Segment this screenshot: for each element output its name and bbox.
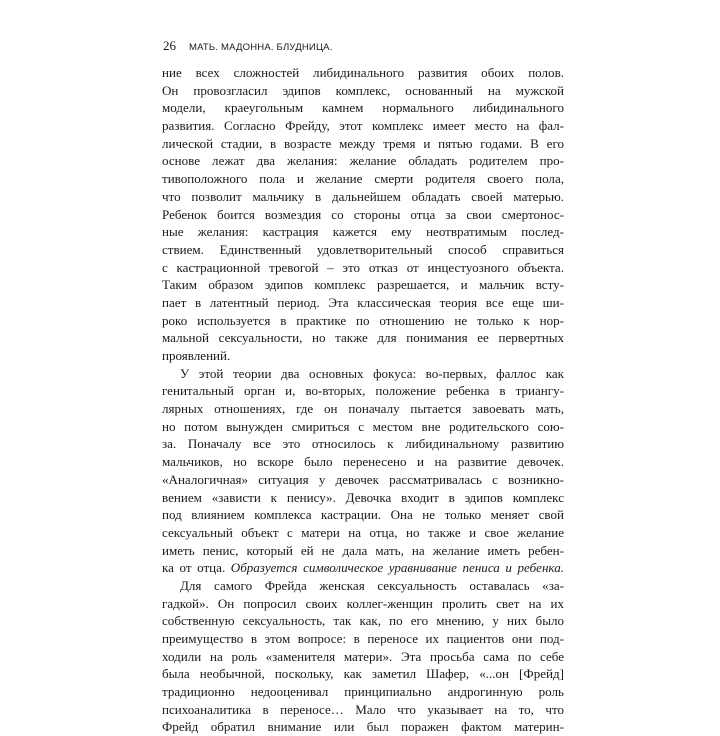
- text-line: [162, 612, 564, 630]
- text-line-content: иметь пенис, который ей не дала мать, на желание иметь ребен-: [162, 542, 564, 558]
- text-line-content: ные желания: кастрация кажется ему неотвратимым послед-: [162, 224, 564, 240]
- text-line: [162, 170, 564, 188]
- text-line-content: собственную сексуальность, так как, по его мнению, у них было: [162, 613, 564, 629]
- text-line-content: Ребенок боится возмездия со стороны отца за свои смертонос-: [162, 206, 564, 222]
- text-line: [162, 135, 564, 153]
- text-line-content: гадкой». Он попросил своих коллег-женщин пролить свет на их: [162, 595, 564, 611]
- text-line: [162, 188, 564, 206]
- text-line-content: генитальный орган и, во-вторых, положение ребенка в триангу-: [162, 383, 564, 399]
- text-line-content: роко используется в практике по отношению не только к нор-: [162, 312, 564, 328]
- text-line: [162, 453, 564, 471]
- text-line: [162, 347, 564, 365]
- text-line-content: Таким образом эдипов комплекс разрешается, и мальчик всту-: [162, 277, 564, 293]
- body-text: [162, 64, 564, 736]
- text-line-content: с кастрационной тревогой – это отказ от инцестуозного объекта.: [162, 259, 564, 275]
- text-line-content: пает в латентный период. Эта классическая теория все еще ши-: [162, 294, 564, 310]
- text-line: [162, 64, 564, 82]
- text-line: [162, 701, 564, 719]
- text-line: [162, 206, 564, 224]
- text-line-content: модели, краеугольным камнем нормального либидинального: [162, 100, 564, 116]
- text-line: [162, 329, 564, 347]
- text-line-content: Он провозгласил эдипов комплекс, основанный на мужской: [162, 82, 564, 98]
- text-line-content: психоаналитика в переносе… Мало что указывает на то, что: [162, 701, 564, 717]
- text-line: [162, 117, 564, 135]
- text-line-content: Фрейд обратил внимание или был поражен фактом материн-: [162, 719, 564, 735]
- text-line: [162, 82, 564, 100]
- text-line: [162, 524, 564, 542]
- text-line: [162, 506, 564, 524]
- text-line-content: мальчиков, но вскоре было перенесено и на развитие девочек.: [162, 454, 564, 470]
- text-line-content: что позволит мальчику в дальнейшем обладать своей матерью.: [162, 188, 564, 204]
- text-line: [162, 595, 564, 613]
- text-line: [162, 294, 564, 312]
- text-line: [162, 683, 564, 701]
- text-line: [162, 276, 564, 294]
- text-line-content: но потом вынужден смириться с местом вне родительского сою-: [162, 418, 564, 434]
- text-line-content: сексуальный объект с матери на отца, но также и свое желание: [162, 524, 564, 540]
- text-line: [162, 435, 564, 453]
- text-line-content: была необычной, поскольку, как заметил Шафер, «...он [Фрейд]: [162, 666, 564, 682]
- text-line: [162, 382, 564, 400]
- text-line: [162, 489, 564, 507]
- text-line: [162, 400, 564, 418]
- text-line-content: традиционно недооценивал принципиально андрогинную роль: [162, 684, 564, 700]
- text-line: [162, 542, 564, 560]
- text-line-content: Для самого Фрейда женская сексуальность оставалась «за-: [180, 577, 564, 593]
- text-line-content: вением «зависти к пенису». Девочка входит в эдипов комплекс: [162, 489, 564, 505]
- book-page: [162, 38, 564, 736]
- page-number: 26: [163, 38, 176, 53]
- text-line: [162, 665, 564, 683]
- text-line: [162, 365, 564, 383]
- text-line-content: ние всех сложностей либидинального развития обоих полов.: [162, 65, 564, 80]
- text-line-content: развития. Согласно Фрейду, этот комплекс имеет место на фал-: [162, 118, 564, 134]
- text-line: [162, 559, 564, 577]
- text-line-content: под влиянием комплекса кастрации. Она не только меняет свой: [162, 507, 564, 523]
- text-line: [162, 241, 564, 259]
- text-line-content: проявлений.: [162, 348, 231, 363]
- running-header: [162, 38, 564, 60]
- text-line: [162, 718, 564, 736]
- italic-emphasis: Образуется символическое уравнивание пениса и ребенка.: [230, 560, 564, 576]
- text-line-content: основе лежат два желания: желание обладать родителем про-: [162, 153, 564, 169]
- text-line-content: «Аналогичная» ситуация у девочек рассматривалась с возникно-: [162, 471, 564, 487]
- text-line-content: лической стадии, в возрасте между тремя и пятью годами. В его: [162, 135, 564, 151]
- text-line: [162, 259, 564, 277]
- text-line: [162, 577, 564, 595]
- text-line: [162, 418, 564, 436]
- text-line-content: преимущество в этом вопросе: в переносе их пациентов они под-: [162, 631, 564, 646]
- running-title: МАТЬ. МАДОННА. БЛУДНИЦА.: [189, 42, 333, 53]
- text-line-content: за. Поначалу все это относилось к либидинальному развитию: [162, 436, 564, 452]
- text-line: [162, 312, 564, 330]
- text-line-content: мальной сексуальности, но также для понимания ее первертных: [162, 330, 564, 346]
- text-line: [162, 152, 564, 170]
- text-line: [162, 223, 564, 241]
- text-line: [162, 471, 564, 489]
- text-line: [162, 648, 564, 666]
- text-line: [162, 630, 564, 648]
- text-line-content: лярных отношениях, где он поначалу пытается завоевать мать,: [162, 401, 564, 417]
- text-line-content: У этой теории два основных фокуса: во-первых, фаллос как: [180, 365, 564, 381]
- text-line-content: ка от отца.: [162, 560, 231, 576]
- text-line: [162, 99, 564, 117]
- text-line-content: тивоположного пола и желание смерти родителя своего пола,: [162, 171, 564, 187]
- text-line-content: ходили на роль «заменителя матери». Эта просьба сама по себе: [162, 648, 564, 664]
- text-line-content: ствием. Единственный удовлетворительный способ справиться: [162, 241, 564, 257]
